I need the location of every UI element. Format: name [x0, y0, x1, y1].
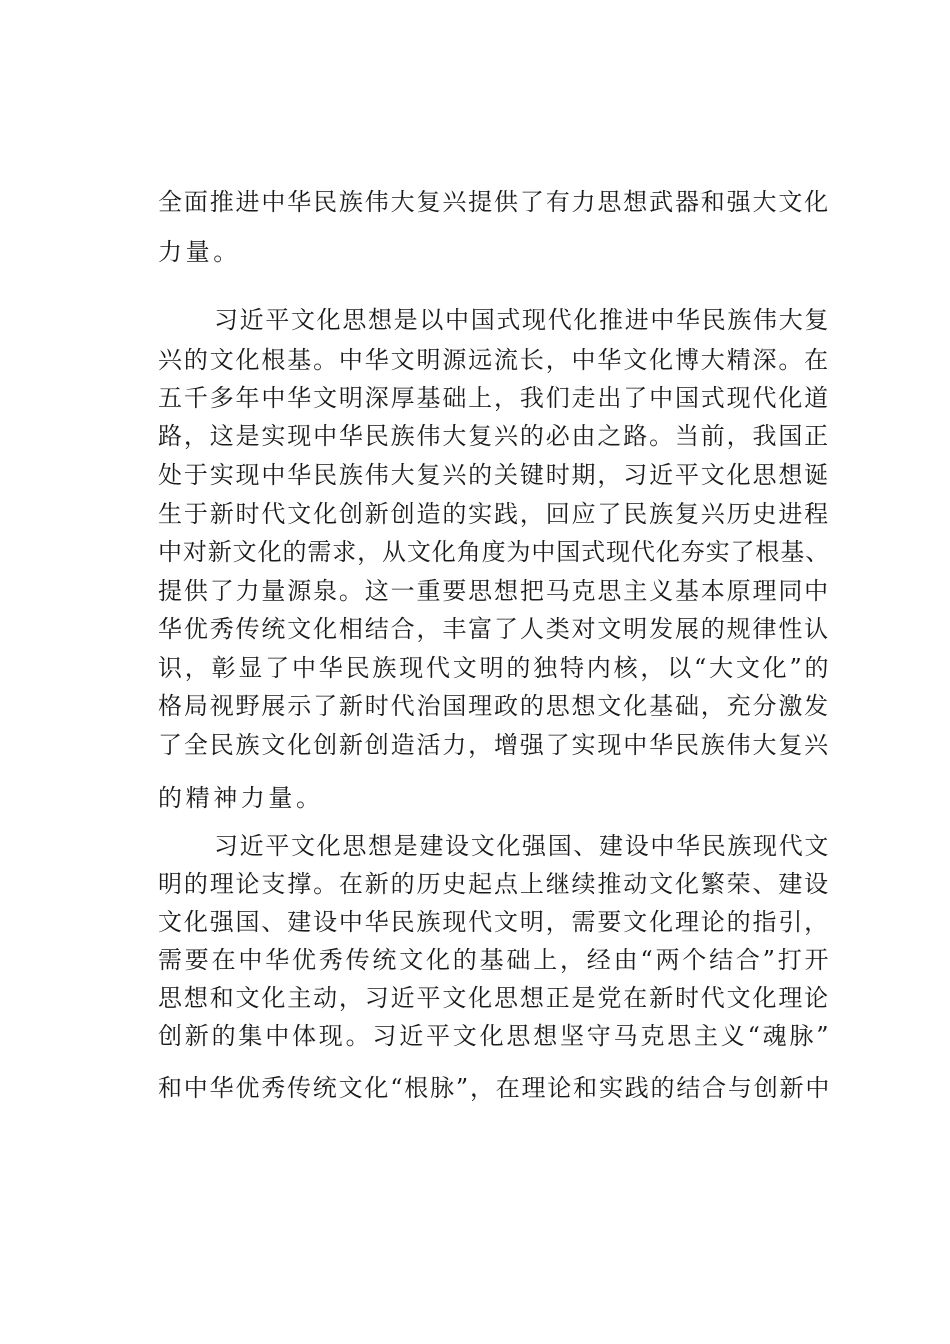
paragraph-3-line-5: 思想和文化主动，习近平文化思想正是党在新时代文化理论	[158, 984, 830, 1012]
paragraph-2-line-5: 处于实现中华民族伟大复兴的关键时期，习近平文化思想诞	[158, 461, 830, 489]
paragraph-2-line-2: 兴的文化根基。中华文明源远流长，中华文化博大精深。在	[158, 346, 830, 374]
paragraph-3-line-4: 需要在中华优秀传统文化的基础上，经由“两个结合”打开	[158, 946, 832, 974]
paragraph-3-line-1: 习近平文化思想是建设文化强国、建设中华民族现代文	[214, 832, 830, 860]
paragraph-1-line-1: 全面推进中华民族伟大复兴提供了有力思想武器和强大文化	[158, 188, 830, 216]
paragraph-2-line-1: 习近平文化思想是以中国式现代化推进中华民族伟大复	[214, 306, 830, 334]
paragraph-2-line-10: 识，彰显了中华民族现代文明的独特内核，以“大文化”的	[158, 654, 832, 682]
paragraph-2-line-7: 中对新文化的需求，从文化角度为中国式现代化夯实了根基、	[158, 538, 830, 566]
paragraph-2-line-4: 路，这是实现中华民族伟大复兴的必由之路。当前，我国正	[158, 422, 830, 450]
paragraph-2-line-3: 五千多年中华文明深厚基础上，我们走出了中国式现代化道	[158, 384, 830, 412]
paragraph-2-line-11: 格局视野展示了新时代治国理政的思想文化基础，充分激发	[158, 692, 830, 720]
paragraph-1-line-2: 力量。	[158, 238, 241, 266]
paragraph-2-line-8: 提供了力量源泉。这一重要思想把马克思主义基本原理同中	[158, 577, 830, 605]
paragraph-3-line-6: 创新的集中体现。习近平文化思想坚守马克思主义“魂脉”	[158, 1022, 832, 1050]
paragraph-3-line-3: 文化强国、建设中华民族现代文明，需要文化理论的指引，	[158, 908, 830, 936]
paragraph-3-line-2: 明的理论支撑。在新的历史起点上继续推动文化繁荣、建设	[158, 870, 830, 898]
paragraph-2-line-6: 生于新时代文化创新创造的实践，回应了民族复兴历史进程	[158, 500, 830, 528]
paragraph-3-line-7: 和中华优秀传统文化“根脉”，在理论和实践的结合与创新中	[158, 1074, 832, 1102]
paragraph-2-line-13: 的精神力量。	[158, 784, 324, 812]
paragraph-2-line-9: 华优秀传统文化相结合，丰富了人类对文明发展的规律性认	[158, 615, 830, 643]
paragraph-2-line-12: 了全民族文化创新创造活力，增强了实现中华民族伟大复兴	[158, 731, 830, 759]
